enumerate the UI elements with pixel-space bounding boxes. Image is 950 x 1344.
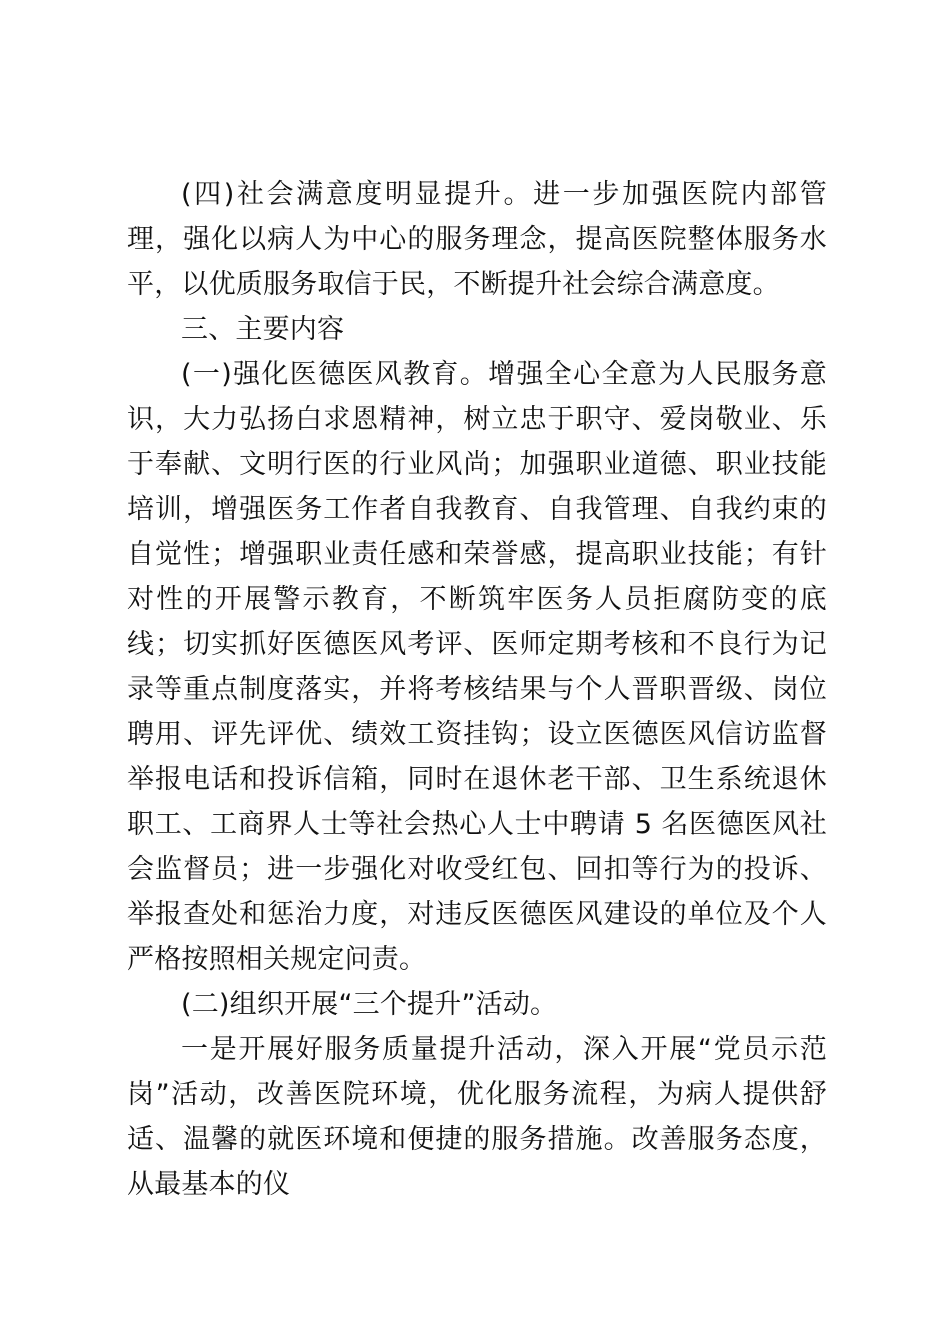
- section-heading-main-content: 三、主要内容: [181, 314, 345, 345]
- document-body: [127, 172, 827, 1207]
- paragraph-three-improvements: (二)组织开展“三个提升”活动。: [181, 989, 558, 1020]
- paragraph-medical-ethics-education: (一)强化医德医风教育。增强全心全意为人民服务意识，大力弘扬白求恩精神，树立忠于职守、爱岗敬业、乐于奉献、文明行医的行业风尚；加强职业道德、职业技能培训，增强医务工作者自我教育、自我管理、自我约束的自觉性；增强职业责任感和荣誉感，提高职业技能；有针对性的开展警示教育，不断筑牢医务人员拒腐防变的底线；切实抓好医德医风考评、医师定期考核和不良行为记录等重点制度落实，并将考核结果与个人晋职晋级、岗位聘用、评先评优、绩效工资挂钩；设立医德医风信访监督举报电话和投诉信箱，同时在退休老干部、卫生系统退休职工、工商界人士等社会热心人士中聘请 5 名医德医风社会监督员；进一步强化对收受红包、回扣等行为的投诉、举报查处和惩治力度，对违反医德医风建设的单位及个人严格按照相关规定问责。: [127, 359, 827, 975]
- paragraph-social-satisfaction: (四)社会满意度明显提升。进一步加强医院内部管理，强化以病人为中心的服务理念，提高医院整体服务水平，以优质服务取信于民，不断提升社会综合满意度。: [127, 179, 827, 300]
- paragraph-service-quality: 一是开展好服务质量提升活动，深入开展“党员示范岗”活动，改善医院环境，优化服务流程，为病人提供舒适、温馨的就医环境和便捷的服务措施。改善服务态度，从最基本的仪: [127, 1034, 827, 1200]
